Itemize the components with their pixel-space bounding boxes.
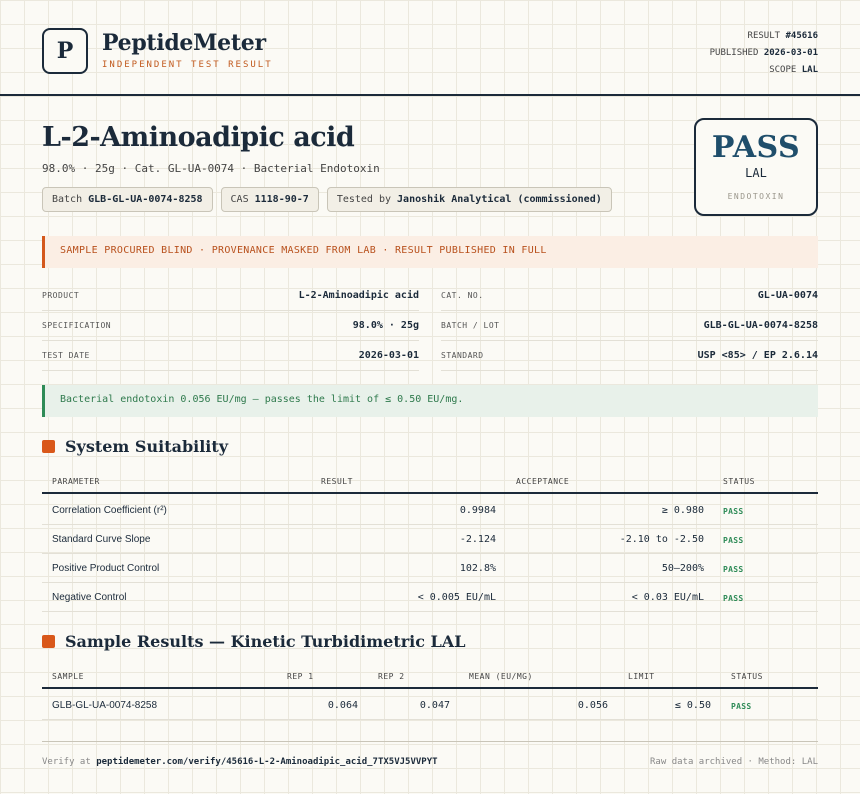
- info-test-date: [42, 341, 419, 371]
- status-badge: PASS: [723, 565, 744, 574]
- cell-sample: GLB-GL-UA-0074-8258: [52, 700, 158, 711]
- cell-acceptance: ≥ 0.980: [661, 505, 704, 516]
- verdict-scope: ENDOTOXIN: [727, 192, 785, 201]
- cell-result: < 0.005 EU/mL: [417, 592, 496, 603]
- scope-value: LAL: [801, 65, 818, 75]
- verdict-result: PASS: [711, 130, 801, 165]
- page-title: L-2-Aminoadipic acid: [42, 122, 355, 153]
- cas-chip-label: CAS: [230, 194, 249, 205]
- status-badge: PASS: [731, 702, 752, 711]
- col-status: STATUS: [723, 477, 755, 486]
- result-label: RESULT: [747, 31, 781, 41]
- info-value: 2026-03-01: [358, 350, 419, 361]
- info-cat-no: [441, 281, 818, 311]
- col-result: RESULT: [321, 477, 353, 486]
- table-row: [42, 691, 818, 720]
- batch-chip: [42, 187, 213, 212]
- table-row: [42, 525, 818, 554]
- col-sample: SAMPLE: [52, 672, 84, 681]
- cell-result: -2.124: [459, 534, 496, 545]
- info-specification: [42, 311, 419, 341]
- verdict-stamp: [694, 118, 818, 216]
- info-key: BATCH / LOT: [441, 321, 500, 330]
- cell-parameter: Positive Product Control: [52, 563, 160, 574]
- cell-result: 0.9984: [459, 505, 496, 516]
- cell-rep1: 0.064: [327, 700, 358, 711]
- tested-by-value: Janoshik Analytical (commissioned): [397, 194, 602, 205]
- table-row: [42, 496, 818, 525]
- info-value: L-2-Aminoadipic acid: [298, 290, 419, 301]
- tested-by-chip: [327, 187, 612, 212]
- published-label: PUBLISHED: [709, 48, 759, 58]
- cell-parameter: Negative Control: [52, 592, 127, 603]
- cell-parameter: Correlation Coefficient (r²): [52, 505, 167, 516]
- product-chips: [42, 187, 612, 212]
- info-value: 98.0% · 25g: [352, 320, 419, 331]
- col-status: STATUS: [731, 672, 763, 681]
- suitability-heading: [42, 437, 228, 456]
- result-number: #45616: [785, 31, 818, 41]
- samples-table-header: [42, 663, 818, 689]
- col-mean: MEAN (EU/MG): [469, 672, 533, 681]
- info-key: PRODUCT: [42, 291, 80, 300]
- blind-notice: SAMPLE PROCURED BLIND · PROVENANCE MASKED FROM LAB · RESULT PUBLISHED IN FULL: [42, 236, 818, 268]
- info-value: GLB-GL-UA-0074-8258: [703, 320, 818, 331]
- suitability-table-header: [42, 468, 818, 494]
- cell-mean: 0.056: [577, 700, 608, 711]
- result-meta: [710, 28, 818, 79]
- status-badge: PASS: [723, 594, 744, 603]
- cell-acceptance: < 0.03 EU/mL: [631, 592, 704, 603]
- info-key: CAT. NO.: [441, 291, 484, 300]
- brand-logo: P: [42, 28, 88, 74]
- table-row: [42, 554, 818, 583]
- batch-chip-value: GLB-GL-UA-0074-8258: [88, 194, 203, 205]
- page-subtitle: 98.0% · 25g · Cat. GL-UA-0074 · Bacterial Endotoxin: [42, 162, 380, 175]
- cas-chip: [221, 187, 319, 212]
- cas-chip-value: 1118-90-7: [254, 194, 309, 205]
- section-marker-icon: [42, 440, 55, 453]
- status-badge: PASS: [723, 507, 744, 516]
- page-header: [0, 0, 860, 96]
- info-standard: [441, 341, 818, 371]
- cell-rep2: 0.047: [419, 700, 450, 711]
- published-date: 2026-03-01: [763, 48, 818, 58]
- footer-method-note: Raw data archived · Method: LAL: [650, 757, 818, 767]
- brand-tagline: INDEPENDENT TEST RESULT: [102, 60, 273, 70]
- tested-by-label: Tested by: [336, 194, 391, 205]
- cell-result: 102.8%: [459, 563, 496, 574]
- info-value: GL-UA-0074: [757, 290, 818, 301]
- samples-heading: [42, 632, 465, 651]
- summary-verdict: Bacterial endotoxin 0.056 EU/mg — passes the limit of ≤ 0.50 EU/mg.: [42, 385, 818, 417]
- verify-label: Verify at: [42, 757, 91, 767]
- cell-parameter: Standard Curve Slope: [52, 534, 151, 545]
- verify-link[interactable]: peptidemeter.com/verify/45616-L-2-Aminoadipic_acid_7TX5VJ5VVPYT: [96, 757, 438, 767]
- suitability-title: System Suitability: [65, 437, 229, 456]
- info-key: STANDARD: [441, 351, 484, 360]
- cell-acceptance: 50–200%: [661, 563, 704, 574]
- table-row: [42, 583, 818, 612]
- scope-label: SCOPE: [769, 65, 797, 75]
- col-parameter: PARAMETER: [52, 477, 100, 486]
- cell-acceptance: -2.10 to -2.50: [619, 534, 704, 545]
- batch-chip-label: Batch: [52, 194, 83, 205]
- verdict-method: LAL: [745, 166, 767, 180]
- samples-title: Sample Results — Kinetic Turbidimetric LAL: [65, 632, 466, 651]
- info-value: USP <85> / EP 2.6.14: [697, 350, 818, 361]
- info-key: TEST DATE: [42, 351, 90, 360]
- cell-limit: ≤ 0.50: [674, 700, 711, 711]
- info-key: SPECIFICATION: [42, 321, 112, 330]
- status-badge: PASS: [723, 536, 744, 545]
- brand-name: PeptideMeter: [102, 30, 266, 56]
- col-rep1: REP 1: [287, 672, 314, 681]
- section-marker-icon: [42, 635, 55, 648]
- page-footer: [42, 741, 818, 767]
- col-limit: LIMIT: [628, 672, 655, 681]
- info-product: [42, 281, 419, 311]
- col-acceptance: ACCEPTANCE: [516, 477, 570, 486]
- col-rep2: REP 2: [378, 672, 405, 681]
- info-batch-lot: [441, 311, 818, 341]
